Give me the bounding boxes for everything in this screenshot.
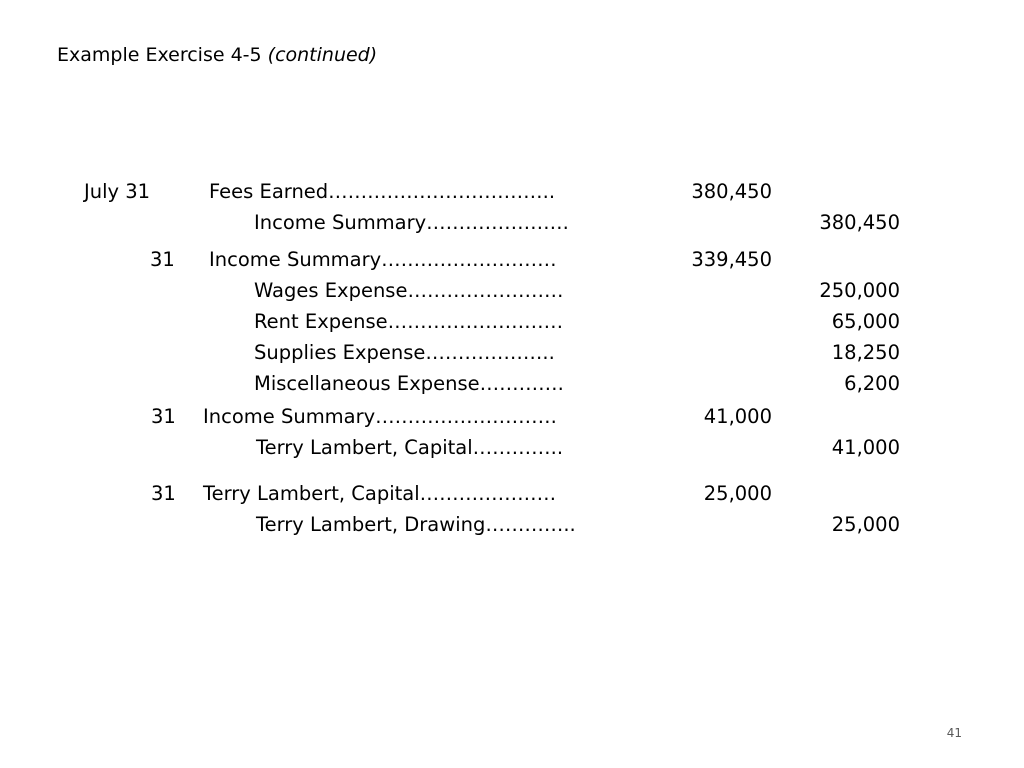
journal-entry-2-credit-line-3 bbox=[0, 341, 1024, 365]
credit-amount: 250,000 bbox=[819, 279, 900, 302]
debit-account: Fees Earned…………………………….. bbox=[209, 180, 556, 203]
slide-title bbox=[57, 44, 377, 66]
journal-entry-4-debit-line bbox=[0, 482, 1024, 506]
debit-amount: 41,000 bbox=[703, 405, 772, 428]
debit-account: Terry Lambert, Capital………………… bbox=[203, 482, 557, 505]
entry-date: 31 bbox=[150, 248, 175, 271]
credit-account: Supplies Expense……………….. bbox=[254, 341, 555, 364]
page-number: 41 bbox=[946, 726, 962, 740]
entry-date: July 31 bbox=[84, 180, 151, 203]
debit-account: Income Summary………………………. bbox=[203, 405, 557, 428]
journal-entry-1-debit-line bbox=[0, 180, 1024, 204]
credit-account: Income Summary…………………. bbox=[254, 211, 569, 234]
journal-entry-2-credit-line-1 bbox=[0, 279, 1024, 303]
journal-entry-1-credit-line bbox=[0, 211, 1024, 235]
debit-amount: 380,450 bbox=[691, 180, 772, 203]
journal-entry-3-credit-line bbox=[0, 436, 1024, 460]
entry-date: 31 bbox=[151, 482, 176, 505]
title-subtitle: (continued) bbox=[267, 44, 378, 66]
credit-amount: 6,200 bbox=[844, 372, 900, 395]
credit-account: Wages Expense…………………… bbox=[254, 279, 564, 302]
title-main: Example Exercise 4-5 bbox=[57, 44, 262, 66]
credit-amount: 380,450 bbox=[819, 211, 900, 234]
journal-entry-4-credit-line bbox=[0, 513, 1024, 537]
journal-entry-3-debit-line bbox=[0, 405, 1024, 429]
journal-entry-2-debit-line bbox=[0, 248, 1024, 272]
credit-amount: 65,000 bbox=[831, 310, 900, 333]
journal-entry-2-credit-line-2 bbox=[0, 310, 1024, 334]
debit-account: Income Summary……………………… bbox=[209, 248, 557, 271]
credit-account: Terry Lambert, Drawing………….. bbox=[256, 513, 576, 536]
entry-date: 31 bbox=[151, 405, 176, 428]
debit-amount: 25,000 bbox=[703, 482, 772, 505]
credit-account: Terry Lambert, Capital………….. bbox=[256, 436, 564, 459]
debit-amount: 339,450 bbox=[691, 248, 772, 271]
credit-amount: 25,000 bbox=[831, 513, 900, 536]
credit-amount: 41,000 bbox=[831, 436, 900, 459]
journal-entry-2-credit-line-4 bbox=[0, 372, 1024, 396]
credit-account: Miscellaneous Expense…………. bbox=[254, 372, 564, 395]
credit-amount: 18,250 bbox=[831, 341, 900, 364]
credit-account: Rent Expense……………………… bbox=[254, 310, 564, 333]
